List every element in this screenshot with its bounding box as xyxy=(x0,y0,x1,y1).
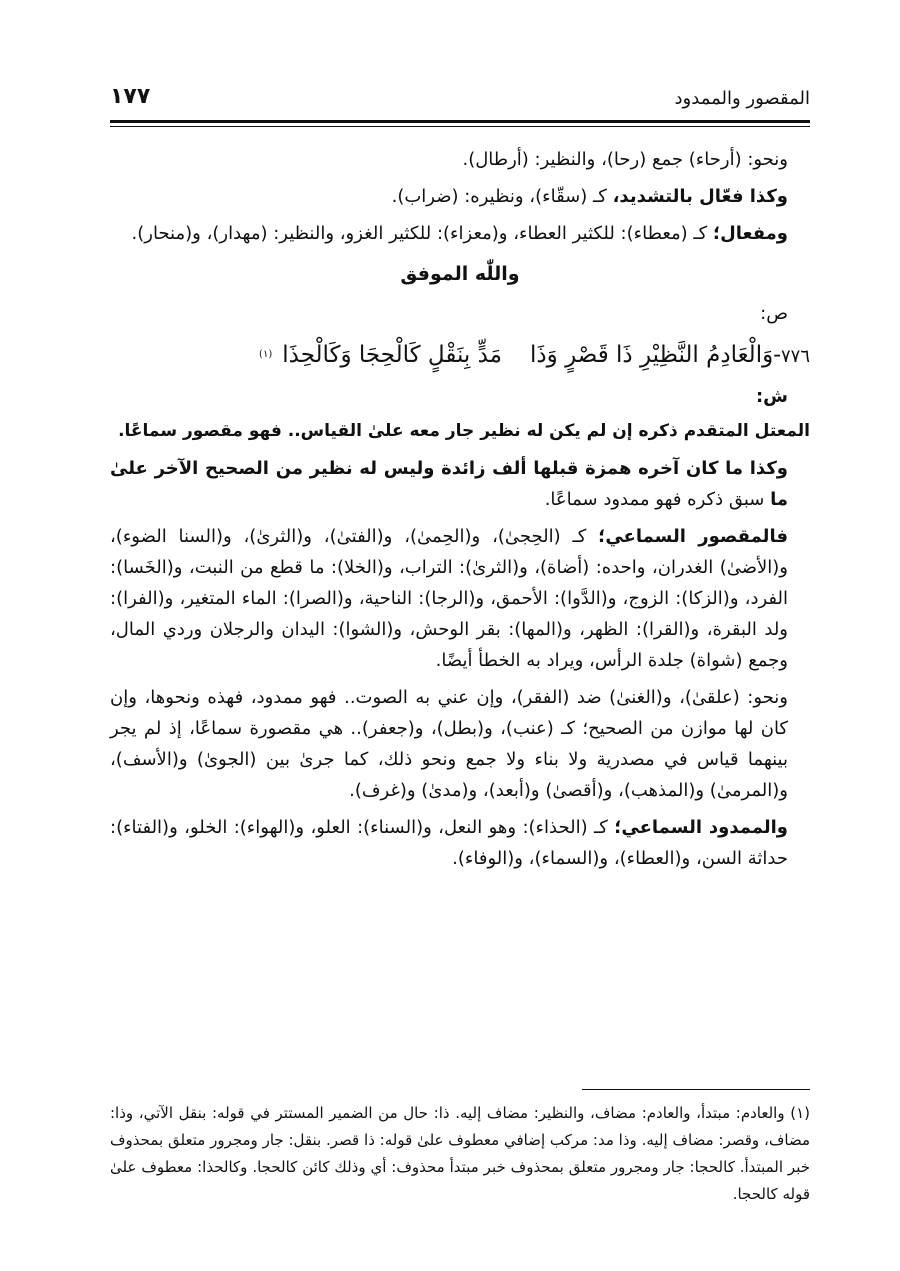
page-header xyxy=(110,80,810,116)
paragraph-text: كـ (معطاء): للكثير العطاء، و(معزاء): للكثير الغزو، والنظير: (مهدار)، و(منحار). xyxy=(131,223,713,244)
running-title: المقصور والممدود xyxy=(674,88,810,109)
footnote-text: والعادم: مبتدأ، والعادم: مضاف، والنظير: مضاف إليه. ذا: حال من الضمير المستتر في قوله: بنقل الآتي، وذا: مضاف، وقصر: مضاف إليه. وذا مد: مركب إضافي معطوف علىٰ قوله: ذا قصر. بنقل: جار ومجرور متعلق بمحذوف خبر المبتدأ. كالحجا: جار ومجرور متعلق بمحذوف خبر مبتدأ محذوف: أي وذلك كائن كالحجا. وكالحذا: معطوف علىٰ قوله كالحجا. xyxy=(110,1104,810,1203)
paragraph xyxy=(110,812,810,874)
verse-hemistich-2: مَدٍّ بِنَقْلٍ كَالْحِجَا وَكَالْحِذَا xyxy=(282,342,503,368)
paragraph-text: كـ (سقّاء)، ونظيره: (ضراب). xyxy=(391,186,613,207)
verse-line xyxy=(110,335,810,377)
header-rule-thick xyxy=(110,120,810,123)
footnote-ref: (١) xyxy=(259,349,273,360)
keyword: ومفعال؛ xyxy=(712,223,788,244)
header-rule-thin xyxy=(110,126,810,127)
keyword: وكذا فعّال بالتشديد، xyxy=(612,186,788,207)
footnotes xyxy=(110,1100,810,1208)
keyword: فالمقصور السماعي؛ xyxy=(598,526,788,547)
verse-dash: - xyxy=(773,342,781,368)
paragraph xyxy=(110,453,810,515)
paragraph: المعتل المتقدم ذكره إن لم يكن له نظير جار معه علىٰ القياس.. فهو مقصور سماعًا. xyxy=(118,421,810,441)
verse-number: ٧٧٦ xyxy=(780,346,810,367)
paragraph-text: كـ (الحذاء): وهو النعل، و(السناء): العلو، و(الهواء): الخلو، و(الفتاء): حداثة السن، و(العطاء)، و(السماء)، و(الوفاء). xyxy=(110,817,788,869)
paragraph: ونحو: (علقىٰ)، و(الغنىٰ) ضد (الفقر)، وإن عني به الصوت.. فهو ممدود، فهذه ونحوها، وإن كان لها موازن من الصحيح؛ كـ (عنب)، و(بطل)، و(جعفر).. هي مقصورة سماعًا، إذ لم يجر بينهما قياس في مصدرية ولا بناء ولا جمع ونحو ذلك، كما جرىٰ بين (الجوىٰ) و(الأسف)، و(المرمىٰ) و(المذهب)، و(أقصىٰ) و(أبعد)، و(مدىٰ) و(غرف). xyxy=(110,687,788,801)
paragraph: ونحو: (أرحاء) جمع (رحا)، والنظير: (أرطال). xyxy=(462,149,788,170)
closing-phrase: واللّٰه الموفق xyxy=(400,263,520,285)
keyword: والممدود السماعي؛ xyxy=(614,817,788,838)
page-number: ١٧٧ xyxy=(110,84,151,109)
label-sad: ص: xyxy=(760,303,788,324)
footnote-number: (١) xyxy=(790,1104,810,1122)
label-shin: ش: xyxy=(755,386,788,407)
book-page xyxy=(110,80,810,1203)
paragraph-text: سبق ذكره فهو ممدود سماعًا. xyxy=(544,489,771,510)
paragraph xyxy=(110,218,810,249)
keyword: وكذا ما كان آخره همزة قبلها ألف زائدة وليس له نظير من الصحيح الآخر علىٰ ما xyxy=(110,458,788,510)
paragraph xyxy=(110,181,810,212)
footnote-rule xyxy=(582,1089,810,1090)
verse-hemistich-1: وَالْعَادِمُ النَّظِيْرِ ذَا قَصْرٍ وَذَا xyxy=(530,342,774,368)
paragraph xyxy=(110,521,810,676)
paragraph-text: كـ (الحِجىٰ)، و(الحِمىٰ)، و(الفتىٰ)، و(الثرىٰ)، و(السنا الضوء)، و(الأضىٰ) الغدران، واحده: (أضاة)، و(الثرىٰ): التراب، و(الخلا): ما قطع من النبت، و(الخَسا): الفرد، و(الزكا): الزوج، و(الدَّوا): الأحمق، و(الرجا): الناحية، و(الصرا): الماء المتغير، و(الفرا): ولد البقرة، و(القرا): الظهر، و(المها): بقر الوحش، و(الشوا): اليدان والرجلان وردي المال، وجمع (شواة) جلدة الرأس، ويراد به الخطأ أيضًا. xyxy=(110,526,788,671)
main-text xyxy=(110,144,810,880)
